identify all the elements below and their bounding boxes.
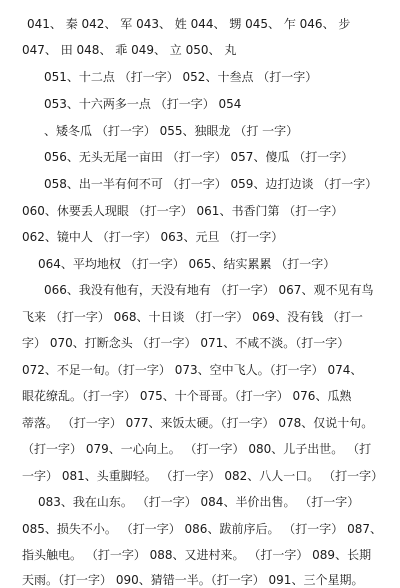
riddle-line: 051、十二点 （打一字） 052、十叁点 （打一字） <box>44 70 318 84</box>
riddle-line: 083、我在山东。 （打一字） 084、半价出售。 （打一字） <box>38 495 360 509</box>
riddle-line: 056、无头无尾一亩田 （打一字） 057、傻瓜 （打一字） <box>44 150 354 164</box>
riddle-line: 蒂落。 （打一字） 077、来饭太硬。（打一字） 078、仅说十句。 <box>22 416 374 430</box>
riddle-line: 064、平均地权 （打一字） 065、结实累累 （打一字） <box>38 257 336 271</box>
riddle-line: 066、我没有他有，天没有地有 （打一字） 067、观不见有鸟 <box>44 283 374 297</box>
riddle-line: 062、镜中人 （打一字） 063、元旦 （打一字） <box>22 230 284 244</box>
riddle-line: 字） 070、打断念头 （打一字） 071、不咸不淡。（打一字） <box>22 336 350 350</box>
riddle-line: 058、出一半有何不可 （打一字） 059、边打边谈 （打一字） <box>44 177 378 191</box>
riddle-line: （打一字） 079、一心向上。 （打一字） 080、儿子出世。 （打 <box>22 442 372 456</box>
riddle-line: 047、 田 048、 乖 049、 立 050、 丸 <box>22 43 237 57</box>
riddle-line: 060、休要丢人现眼 （打一字） 061、书香门第 （打一字） <box>22 204 344 218</box>
riddle-line: 天雨。（打一字） 090、猜错一半。（打一字） 091、三个星期。 <box>22 573 364 587</box>
riddle-line: 眼花缭乱。（打一字） 075、十个哥哥。（打一字） 076、瓜熟 <box>22 389 352 403</box>
riddle-line: 飞来 （打一字） 068、十日谈 （打一字） 069、没有钱 （打一 <box>22 310 363 324</box>
riddle-line: 一字） 081、头重脚轻。 （打一字） 082、八人一口。 （打一字） <box>22 469 384 483</box>
riddle-line: 085、损失不小。 （打一字） 086、跋前序后。 （打一字） 087、 <box>22 522 382 536</box>
riddle-line: 041、 秦 042、 军 043、 姓 044、 甥 045、 乍 046、 步 <box>27 17 351 31</box>
riddle-line: 、矮冬瓜 （打一字） 055、独眼龙 （打 一字） <box>44 124 299 138</box>
riddle-line: 053、十六两多一点 （打一字） 054 <box>44 97 242 111</box>
riddle-line: 指头触电。 （打一字） 088、又进村来。 （打一字） 089、长期 <box>22 548 372 562</box>
riddle-line: 072、不足一旬。（打一字） 073、空中飞人。（打一字） 074、 <box>22 363 363 377</box>
